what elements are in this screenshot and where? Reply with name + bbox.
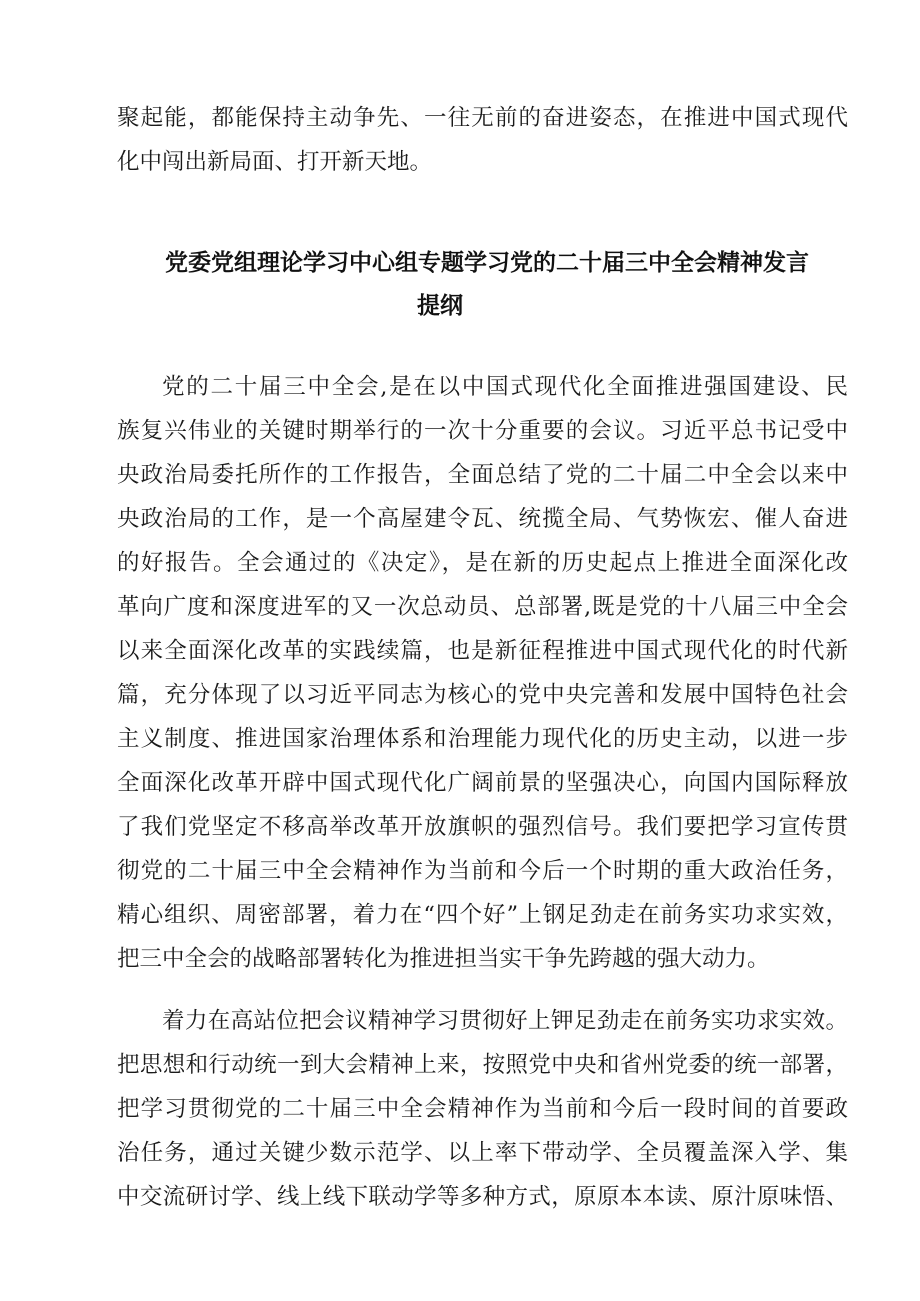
text-line: 主义制度、推进国家治理体系和治理能力现代化的历史主动，以进一步 [117, 726, 850, 752]
text-line: 革向广度和深度进军的又一次总动员、总部署,既是党的十八届三中全会 [117, 594, 849, 620]
text-line: 着力在高站位把会议精神学习贯彻好上钾足劲走在前务实功求实效。 [162, 1008, 849, 1034]
text-line: 聚起能，都能保持主动争先、一往无前的奋进姿态，在推进中国式现代 [117, 105, 850, 131]
title-line: 党委党组理论学习中心组专题学习党的二十届三中全会精神发言 [165, 250, 809, 276]
text-line: 了我们党坚定不移高举改革开放旗帜的强烈信号。我们要把学习宣传贯 [117, 814, 850, 840]
text-line: 全面深化改革开辟中国式现代化广阔前景的坚强决心，向国内国际释放 [117, 770, 850, 796]
text-line: 精心组织、周密部署，着力在“四个好”上钢足劲走在前务实功求实效， [117, 902, 850, 928]
text-line: 彻党的二十届三中全会精神作为当前和今后一个时期的重大政治任务， [117, 858, 850, 884]
text-line: 把思想和行动统一到大会精神上来，按照党中央和省州党委的统一部署， [117, 1052, 849, 1078]
text-line: 化中闯出新局面、打开新天地。 [117, 149, 433, 175]
text-line: 把三中全会的战略部署转化为推进担当实干争先跨越的强大动力。 [117, 946, 770, 972]
title-line: 提纲 [417, 293, 463, 319]
text-line: 中交流研讨学、线上线下联动学等多种方式，原原本本读、原汁原味悟、 [117, 1184, 849, 1210]
text-line: 把学习贯彻党的二十届三中全会精神作为当前和今后一段时间的首要政 [117, 1096, 850, 1122]
text-line: 央政治局委托所作的工作报告，全面总结了党的二十届二中全会以来中 [117, 462, 850, 488]
text-line: 央政治局的工作，是一个高屋建令瓦、统揽全局、气势恢宏、催人奋进 [117, 506, 850, 532]
text-line: 族复兴伟业的关键时期举行的一次十分重要的会议。习近平总书记受中 [117, 418, 850, 444]
text-line: 的好报告。全会通过的《决定》，是在新的历史起点上推进全面深化改 [117, 550, 850, 576]
text-line: 党的二十届三中全会,是在以中国式现代化全面推进强国建设、民 [162, 374, 850, 400]
text-line: 治任务，通过关键少数示范学、以上率下带动学、全员覆盖深入学、集 [117, 1140, 850, 1166]
text-line: 以来全面深化改革的实践续篇，也是新征程推进中国式现代化的时代新 [117, 638, 850, 664]
text-line: 篇，充分体现了以习近平同志为核心的党中央完善和发展中国特色社会 [117, 682, 850, 708]
